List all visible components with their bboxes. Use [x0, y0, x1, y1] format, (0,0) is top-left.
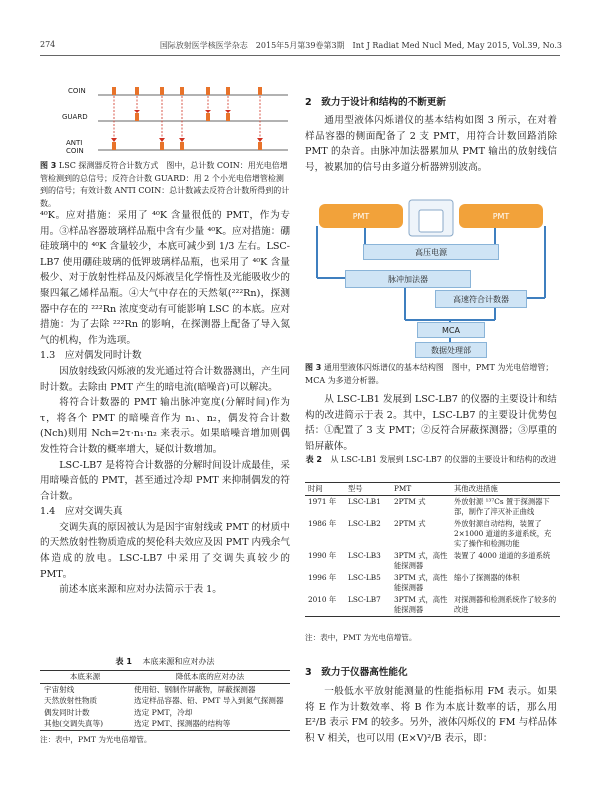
table-row [40, 707, 290, 719]
table2-cell: 装置了 4000 道道的多道系统 [454, 551, 551, 560]
pmt-right: PMT [459, 204, 543, 228]
table2-title-no: 表 2 [305, 455, 322, 464]
table-row [305, 496, 560, 519]
label-guard: GUARD [62, 113, 88, 121]
diagram-caption [305, 362, 557, 387]
table2-cell: LSC-LB5 [348, 573, 381, 582]
table2-header-row [305, 483, 560, 496]
table2-cell: LSC-LB7 [348, 595, 381, 604]
table2-cell: 3PTM 式，高性能探测器 [394, 573, 448, 592]
table1-title [40, 656, 290, 667]
section-1-3-heading: 1.3 应对偶发同时计数 [40, 350, 142, 362]
table2-cell: 2PTM 式 [394, 519, 426, 528]
pulse-adder-box: 脉冲加法器 [345, 270, 471, 288]
table2-cell: 1971 年 [308, 497, 337, 506]
table1-cell: 天然放射性物质 [44, 696, 98, 706]
left-column [40, 208, 290, 598]
table-row [305, 572, 560, 594]
right-paragraph-2: 从 LSC-LB1 发展到 LSC-LB7 的仪器的主要设计和结构的改进简示于表 2。其中，LSC-LB7 的主要设计优势包括：①配置了 3 支 PMT；②反符合屏蔽探测器；③厚重的铅屏蔽体。 [305, 394, 557, 452]
table2-header-other: 其他改进措施 [454, 484, 498, 493]
timing-waveforms [98, 82, 288, 160]
page-number: 274 [40, 40, 56, 49]
figure3-caption [40, 160, 290, 210]
journal-header: 国际放射医学核医学杂志 2015年5月第39卷第3期 Int J Radiat Med Nucl Med, May 2015, Vol.39, No.3 [159, 41, 562, 50]
left-paragraph-3: 将符合计数器的 PMT 输出脉冲宽度(分解时间)作为 τ，将各个 PMT 的暗噪音作为 n₁、n₂，偶发符合计数(Nch)则用 Nch=2τ·n₁·n₂ 来表示。如果暗噪音增加则偶发性符合计数的概率增大，疑似计数增加。 [40, 397, 290, 455]
table-row [305, 550, 560, 572]
table2-cell: 1986 年 [308, 519, 337, 528]
section-2-heading: 2 致力于设计和结构的不断更新 [305, 97, 446, 108]
high-voltage-box: 高压电源 [363, 244, 499, 260]
table1-header-measure: 降低本底的应对办法 [175, 672, 245, 681]
table1-cell: 偶发同时计数 [44, 707, 90, 717]
table1-title-text: 本底来源和应对办法 [142, 657, 215, 666]
table1-cell: 选定样品容器、铅、PMT 导入到氮气探测器 [134, 696, 284, 706]
coincidence-box: 高速符合计数器 [435, 290, 527, 308]
table1 [40, 670, 290, 731]
timing-figure [40, 82, 290, 160]
table2-note: 注：表中，PMT 为光电倍增管。 [305, 633, 417, 642]
table2-cell: 3PTM 式，高性能探测器 [394, 551, 448, 570]
table1-note: 注：表中，PMT 为光电倍增管。 [40, 735, 152, 744]
section-3-heading: 3 致力于仪器高性能化 [305, 667, 408, 678]
table1-title-no: 表 1 [115, 657, 132, 666]
table2-title-text: 从 LSC-LB1 发展到 LSC-LB7 的仪器的主要设计和结构的改进 [330, 455, 557, 464]
table2-cell: 外放射源自动结构，装置了 2×1000 道道的多道系统，充实了操作和检测功能 [454, 519, 552, 548]
table2-cell: LSC-LB2 [348, 519, 381, 528]
table2-cell: LSC-LB3 [348, 551, 381, 560]
figure3-caption-text: LSC 探测器反符合计数方式 图中，总计数 COIN：用光电倍增管检测到的总信号；反符合计数 GUARD：用 2 个小光电倍增管检测到的信号；有效计数 ANTI COIN：总计数减去反符合计数所得到的计数。 [40, 161, 290, 208]
diagram-caption-title: 图 3 [305, 363, 322, 372]
table2-header-model: 型号 [348, 484, 363, 493]
structure-diagram [305, 198, 557, 358]
table-row [305, 594, 560, 617]
table2-cell: 2010 年 [308, 595, 337, 604]
figure3-caption-title: 图 3 [40, 161, 57, 170]
table2-cell: 3PTM 式，高性能探测器 [394, 595, 448, 614]
table2-cell: 对探测器和检测系统作了较多的改进 [454, 595, 557, 614]
table2-cell: 1990 年 [308, 551, 337, 560]
table2-header-pmt: PMT [394, 484, 412, 493]
table2-title [305, 454, 557, 466]
table1-cell: 宇宙射线 [44, 684, 75, 694]
table2-cell: 外放射源 ¹³⁷Cs 置于探测器下部，制作了淬灭补正曲线 [454, 497, 550, 516]
left-paragraph-4: LSC-LB7 是将符合计数器的分解时间设计成最佳，采用暗噪音低的 PMT，甚至通过冷却 PMT 来抑制偶发的符合计数。 [40, 459, 290, 502]
mca-box: MCA [417, 322, 485, 338]
table2-cell: LSC-LB1 [348, 497, 381, 506]
table2-cell: 缩小了探测器的体积 [454, 573, 520, 582]
section-1-4-heading: 1.4 应对交调失真 [40, 506, 123, 518]
table-row [40, 695, 290, 707]
table1-cell: 选定 PMT、探测器的结构等 [134, 719, 231, 729]
left-paragraph-2: 因放射线致闪烁液的发光通过符合计数器测出，产生同时计数。去除由 PMT 产生的暗电流(暗噪音)可以解决。 [40, 365, 290, 393]
table1-header-source: 本底来源 [69, 672, 101, 681]
left-paragraph-1: ⁴⁰K。应对措施：采用了 ⁴⁰K 含量很低的 PMT，作为专用。③样品容器玻璃样品瓶中含有少量 ⁴⁰K。应对措施：硼硅玻璃中的 ⁴⁰K 含量较少，本底可减少到 1/3 左右。LSC-LB7 使用硼硅玻璃的低钾玻璃样品瓶，也采用了 ⁴⁰K 含量极少、对于放射性样品及闪烁液呈化学惰性及光能吸收少的聚四氟乙烯样品瓶。④大气中存在的天然氡(²²²Rn)，探测器中存在的 ²²²Rn 浓度变动有可能影响 LSC 的本底。应对措施：为了去除 ²²²Rn 的影响，在探测器上配备了导入氮气的机构，作为选项。 [40, 210, 290, 346]
table2-header-time: 时间 [308, 484, 323, 493]
header-rule [40, 55, 560, 56]
table1-header-row [40, 671, 290, 684]
table-row [305, 518, 560, 550]
table-row [40, 718, 290, 730]
diagram-caption-text: 通用型液体闪烁谱仪的基本结构图 图中，PMT 为光电倍增管；MCA 为多道分析器。 [305, 363, 554, 385]
left-paragraph-6: 前述本底来源和应对办法简示于表 1。 [59, 584, 222, 596]
table1-cell: 选定 PMT，冷却 [134, 707, 193, 717]
left-paragraph-5: 交调失真的原因被认为是因宇宙射线或 PMT 的材质中的天然放射性物质造成的契伦科夫效应及因 PMT 内残余气体造成的放电。LSC-LB7 中采用了交调失真较少的 PMT。 [40, 521, 290, 580]
right-paragraph-3: 一般低水平放射能测量的性能指标用 FM 表示。如果将 E 作为计数效率、将 B 作为本底计数率的话，那么用 E²/B 表示 FM 的较多。另外，液体闪烁仪的 FM 与样品体积 V 相关，也可以用 (E×V)²/B 表示，即： [305, 686, 557, 744]
label-anti-coin: ANTI COIN [66, 139, 84, 155]
table2-cell: 1996 年 [308, 573, 337, 582]
right-paragraph-1: 通用型液体闪烁谱仪的基本结构如图 3 所示，在对着样品容器的侧面配备了 2 支 PMT，用符合计数回路消除 PMT 的杂音。由脉冲加法器累加从 PMT 输出的放射线信号，被累加的信号由多道分析器辨别波高。 [305, 115, 557, 173]
table2-cell: 2PTM 式 [394, 497, 426, 506]
data-processing-box: 数据处理部 [415, 342, 487, 358]
table1-cell: 使用铅、钢制作屏蔽物，屏蔽探测器 [134, 684, 256, 694]
table2 [305, 482, 560, 617]
table1-cell: 其他(交调失真等) [44, 719, 104, 729]
table-row [40, 683, 290, 695]
pmt-left: PMT [319, 204, 403, 228]
label-coin: COIN [68, 87, 86, 95]
